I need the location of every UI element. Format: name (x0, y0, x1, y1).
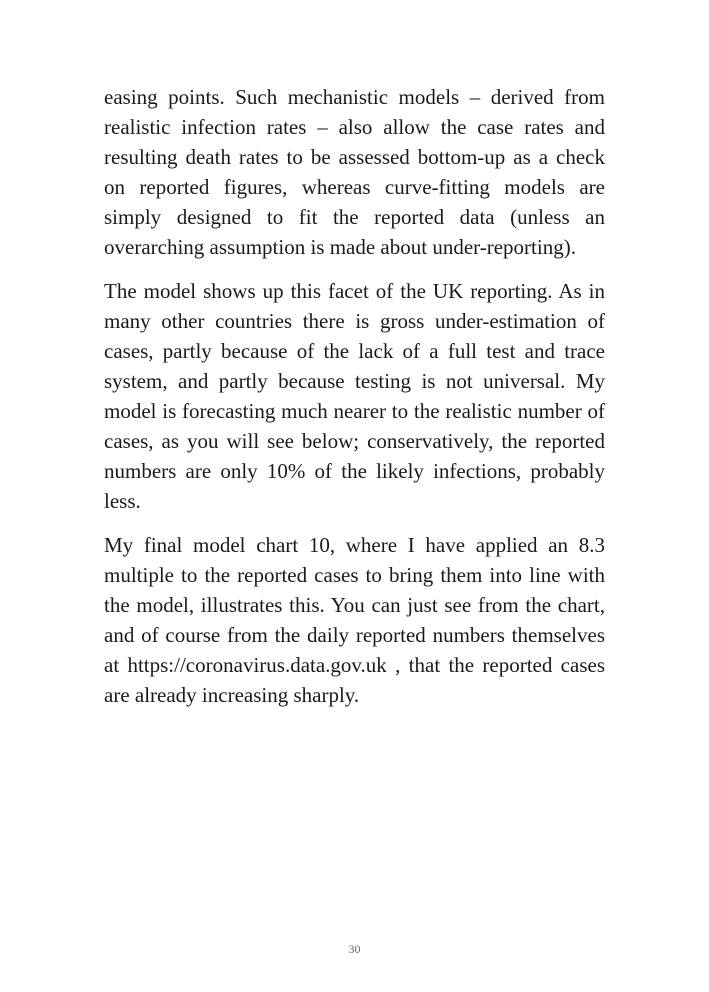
paragraph-final-model-chart: My final model chart 10, where I have applied an 8.3 multiple to the reported cases to bring them into line with the model, illustrates this. You can just see from the chart, and of course from the daily reported numbers themselves at https://coronavirus.data.gov.uk , that the reported cases are already increasing sharply. (104, 533, 605, 707)
paragraph-mechanistic-models: easing points. Such mechanistic models – derived from realistic infection rates – also allow the case rates and resulting death rates to be assessed bottom-up as a check on reported figures, whereas curve-fitting models are simply designed to fit the reported data (unless an overarching assumption is made about under-reporting). (104, 85, 605, 259)
page-number: 30 (348, 942, 361, 956)
paragraph-uk-reporting: The model shows up this facet of the UK reporting. As in many other countries there is gross under-estimation of cases, partly because of the lack of a full test and trace system, and partly because testing is not universal. My model is forecasting much nearer to the realistic number of cases, as you will see below; conservatively, the reported numbers are only 10% of the likely infections, probably less. (104, 279, 605, 513)
body-text (104, 82, 605, 710)
